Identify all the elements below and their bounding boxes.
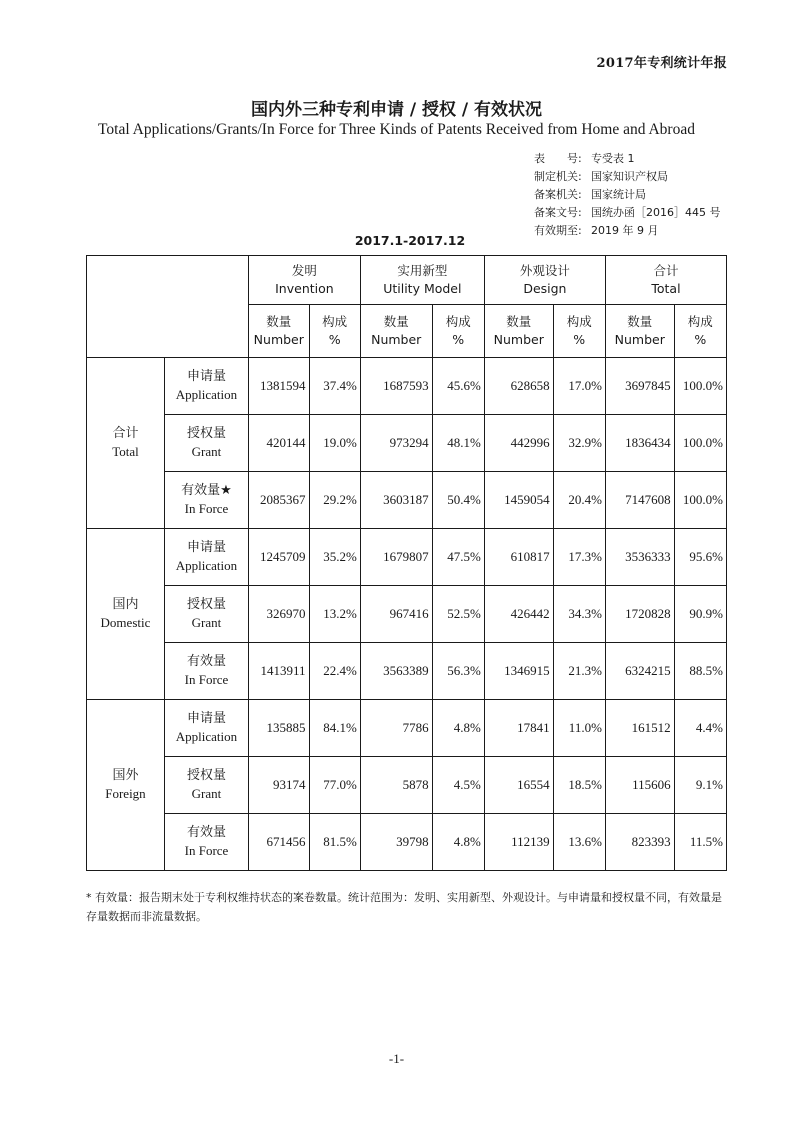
meta-form-number: 表 号: 专受表 1 (534, 152, 635, 165)
table-row (87, 415, 727, 472)
group-label (87, 358, 165, 529)
invention-number-cell: 1413911 (249, 643, 310, 700)
corner-cell (87, 256, 249, 358)
row-label (164, 586, 248, 643)
table-row (87, 472, 727, 529)
design-share-cell: 21.3% (553, 643, 605, 700)
row-label-en: Grant (191, 786, 222, 801)
row-label (164, 415, 248, 472)
row-label-en: In Force (184, 501, 229, 516)
design-share-cell: 17.3% (553, 529, 605, 586)
table-row (87, 814, 727, 871)
row-label-cn: 有效量 (186, 654, 226, 669)
utility-model-number-cell: 5878 (360, 757, 432, 814)
subheader-number: 数量 Number (484, 305, 553, 358)
utility-model-share-cell: 4.5% (432, 757, 484, 814)
page-number: -1- (388, 1051, 405, 1066)
row-label (164, 643, 248, 700)
total-number-cell: 1836434 (605, 415, 674, 472)
table-body (87, 358, 727, 871)
row-label (164, 757, 248, 814)
utility-model-number-cell: 39798 (360, 814, 432, 871)
invention-number-cell: 420144 (249, 415, 310, 472)
meta-valid-until: 有效期至: 2019 年 9 月 (534, 224, 659, 237)
column-header-design: 外观设计 Design (484, 256, 605, 305)
invention-number-cell: 93174 (249, 757, 310, 814)
row-label-en: Grant (191, 444, 222, 459)
utility-model-number-cell: 7786 (360, 700, 432, 757)
total-share-cell: 11.5% (674, 814, 726, 871)
meta-document-number: 备案文号: 国统办函［2016］445 号 (534, 206, 721, 219)
design-number-cell: 16554 (484, 757, 553, 814)
subheader-number: 数量 Number (605, 305, 674, 358)
row-label-cn: 授权量 (186, 597, 226, 612)
utility-model-number-cell: 967416 (360, 586, 432, 643)
invention-number-cell: 671456 (249, 814, 310, 871)
design-number-cell: 112139 (484, 814, 553, 871)
total-share-cell: 100.0% (674, 472, 726, 529)
row-label-en: In Force (184, 672, 229, 687)
utility-model-share-cell: 56.3% (432, 643, 484, 700)
subheader-share: 构成 % (432, 305, 484, 358)
invention-number-cell: 1245709 (249, 529, 310, 586)
total-share-cell: 9.1% (674, 757, 726, 814)
row-label (164, 700, 248, 757)
invention-share-cell: 29.2% (309, 472, 360, 529)
column-header-utility-model: 实用新型 Utility Model (360, 256, 484, 305)
group-label-en: Total (112, 444, 139, 459)
total-number-cell: 161512 (605, 700, 674, 757)
column-header-invention: 发明 Invention (249, 256, 361, 305)
row-label (164, 529, 248, 586)
utility-model-share-cell: 45.6% (432, 358, 484, 415)
invention-number-cell: 2085367 (249, 472, 310, 529)
total-share-cell: 88.5% (674, 643, 726, 700)
total-number-cell: 6324215 (605, 643, 674, 700)
design-share-cell: 17.0% (553, 358, 605, 415)
row-label-en: Application (175, 387, 238, 402)
invention-share-cell: 77.0% (309, 757, 360, 814)
reporting-period: 2017.1-2017.12 (354, 233, 466, 248)
row-label-en: Application (175, 558, 238, 573)
column-header-row (87, 256, 727, 305)
row-label (164, 358, 248, 415)
row-label-cn: 授权量 (186, 768, 226, 783)
table-row (87, 358, 727, 415)
meta-filing-authority: 备案机关: 国家统计局 (534, 188, 646, 201)
table-row (87, 757, 727, 814)
total-share-cell: 4.4% (674, 700, 726, 757)
design-share-cell: 34.3% (553, 586, 605, 643)
page-title-cn: 国内外三种专利申请 / 授权 / 有效状况 (250, 100, 543, 120)
utility-model-number-cell: 1687593 (360, 358, 432, 415)
total-number-cell: 115606 (605, 757, 674, 814)
subheader-share: 构成 % (553, 305, 605, 358)
column-header-total: 合计 Total (605, 256, 726, 305)
invention-share-cell: 35.2% (309, 529, 360, 586)
design-number-cell: 610817 (484, 529, 553, 586)
group-label-en: Domestic (100, 615, 151, 630)
total-share-cell: 100.0% (674, 415, 726, 472)
total-share-cell: 100.0% (674, 358, 726, 415)
design-share-cell: 20.4% (553, 472, 605, 529)
subheader-share: 构成 % (674, 305, 726, 358)
table-row (87, 529, 727, 586)
invention-number-cell: 135885 (249, 700, 310, 757)
row-label-en: Application (175, 729, 238, 744)
total-number-cell: 7147608 (605, 472, 674, 529)
row-label-cn: 有效量 (186, 825, 226, 840)
invention-number-cell: 1381594 (249, 358, 310, 415)
row-label-en: In Force (184, 843, 229, 858)
subheader-share: 构成 % (309, 305, 360, 358)
row-label-cn: 申请量 (186, 540, 226, 555)
total-number-cell: 3697845 (605, 358, 674, 415)
row-label-cn: 授权量 (186, 426, 226, 441)
row-label-cn: 申请量 (186, 711, 226, 726)
invention-number-cell: 326970 (249, 586, 310, 643)
total-share-cell: 90.9% (674, 586, 726, 643)
subheader-number: 数量 Number (249, 305, 310, 358)
utility-model-share-cell: 47.5% (432, 529, 484, 586)
report-header: 2017年专利统计年报 (596, 56, 727, 71)
meta-issuing-authority: 制定机关: 国家知识产权局 (534, 170, 668, 183)
design-number-cell: 17841 (484, 700, 553, 757)
subheader-number: 数量 Number (360, 305, 432, 358)
utility-model-number-cell: 3603187 (360, 472, 432, 529)
invention-share-cell: 13.2% (309, 586, 360, 643)
design-share-cell: 11.0% (553, 700, 605, 757)
table-row (87, 586, 727, 643)
design-share-cell: 32.9% (553, 415, 605, 472)
page-title-en: Total Applications/Grants/In Force for Three Kinds of Patents Received from Home and Abroad (98, 121, 695, 138)
design-share-cell: 13.6% (553, 814, 605, 871)
design-number-cell: 628658 (484, 358, 553, 415)
group-label-cn: 国内 (112, 597, 139, 612)
design-number-cell: 1459054 (484, 472, 553, 529)
row-label-en: Grant (191, 615, 222, 630)
total-share-cell: 95.6% (674, 529, 726, 586)
row-label (164, 472, 248, 529)
design-share-cell: 18.5% (553, 757, 605, 814)
utility-model-share-cell: 50.4% (432, 472, 484, 529)
table-row (87, 643, 727, 700)
row-label (164, 814, 248, 871)
utility-model-share-cell: 52.5% (432, 586, 484, 643)
invention-share-cell: 22.4% (309, 643, 360, 700)
utility-model-share-cell: 4.8% (432, 814, 484, 871)
utility-model-number-cell: 3563389 (360, 643, 432, 700)
utility-model-share-cell: 48.1% (432, 415, 484, 472)
group-label-cn: 合计 (112, 426, 139, 441)
row-label-cn: 申请量 (186, 369, 226, 384)
patent-statistics-table (86, 255, 727, 871)
utility-model-number-cell: 973294 (360, 415, 432, 472)
group-label (87, 529, 165, 700)
invention-share-cell: 84.1% (309, 700, 360, 757)
footnote: * 有效量：报告期末处于专利权维持状态的案卷数量。统计范围为：发明、实用新型、外观设计。与申请量和授权量不同，有效量是存量数据而非流量数据。 (86, 891, 722, 923)
total-number-cell: 823393 (605, 814, 674, 871)
total-number-cell: 1720828 (605, 586, 674, 643)
utility-model-number-cell: 1679807 (360, 529, 432, 586)
table-row (87, 700, 727, 757)
invention-share-cell: 81.5% (309, 814, 360, 871)
group-label-en: Foreign (105, 786, 146, 801)
group-label (87, 700, 165, 871)
form-metadata (534, 150, 721, 240)
design-number-cell: 1346915 (484, 643, 553, 700)
design-number-cell: 442996 (484, 415, 553, 472)
design-number-cell: 426442 (484, 586, 553, 643)
invention-share-cell: 19.0% (309, 415, 360, 472)
total-number-cell: 3536333 (605, 529, 674, 586)
group-label-cn: 国外 (112, 768, 139, 783)
row-label-cn: 有效量★ (181, 483, 232, 498)
invention-share-cell: 37.4% (309, 358, 360, 415)
utility-model-share-cell: 4.8% (432, 700, 484, 757)
